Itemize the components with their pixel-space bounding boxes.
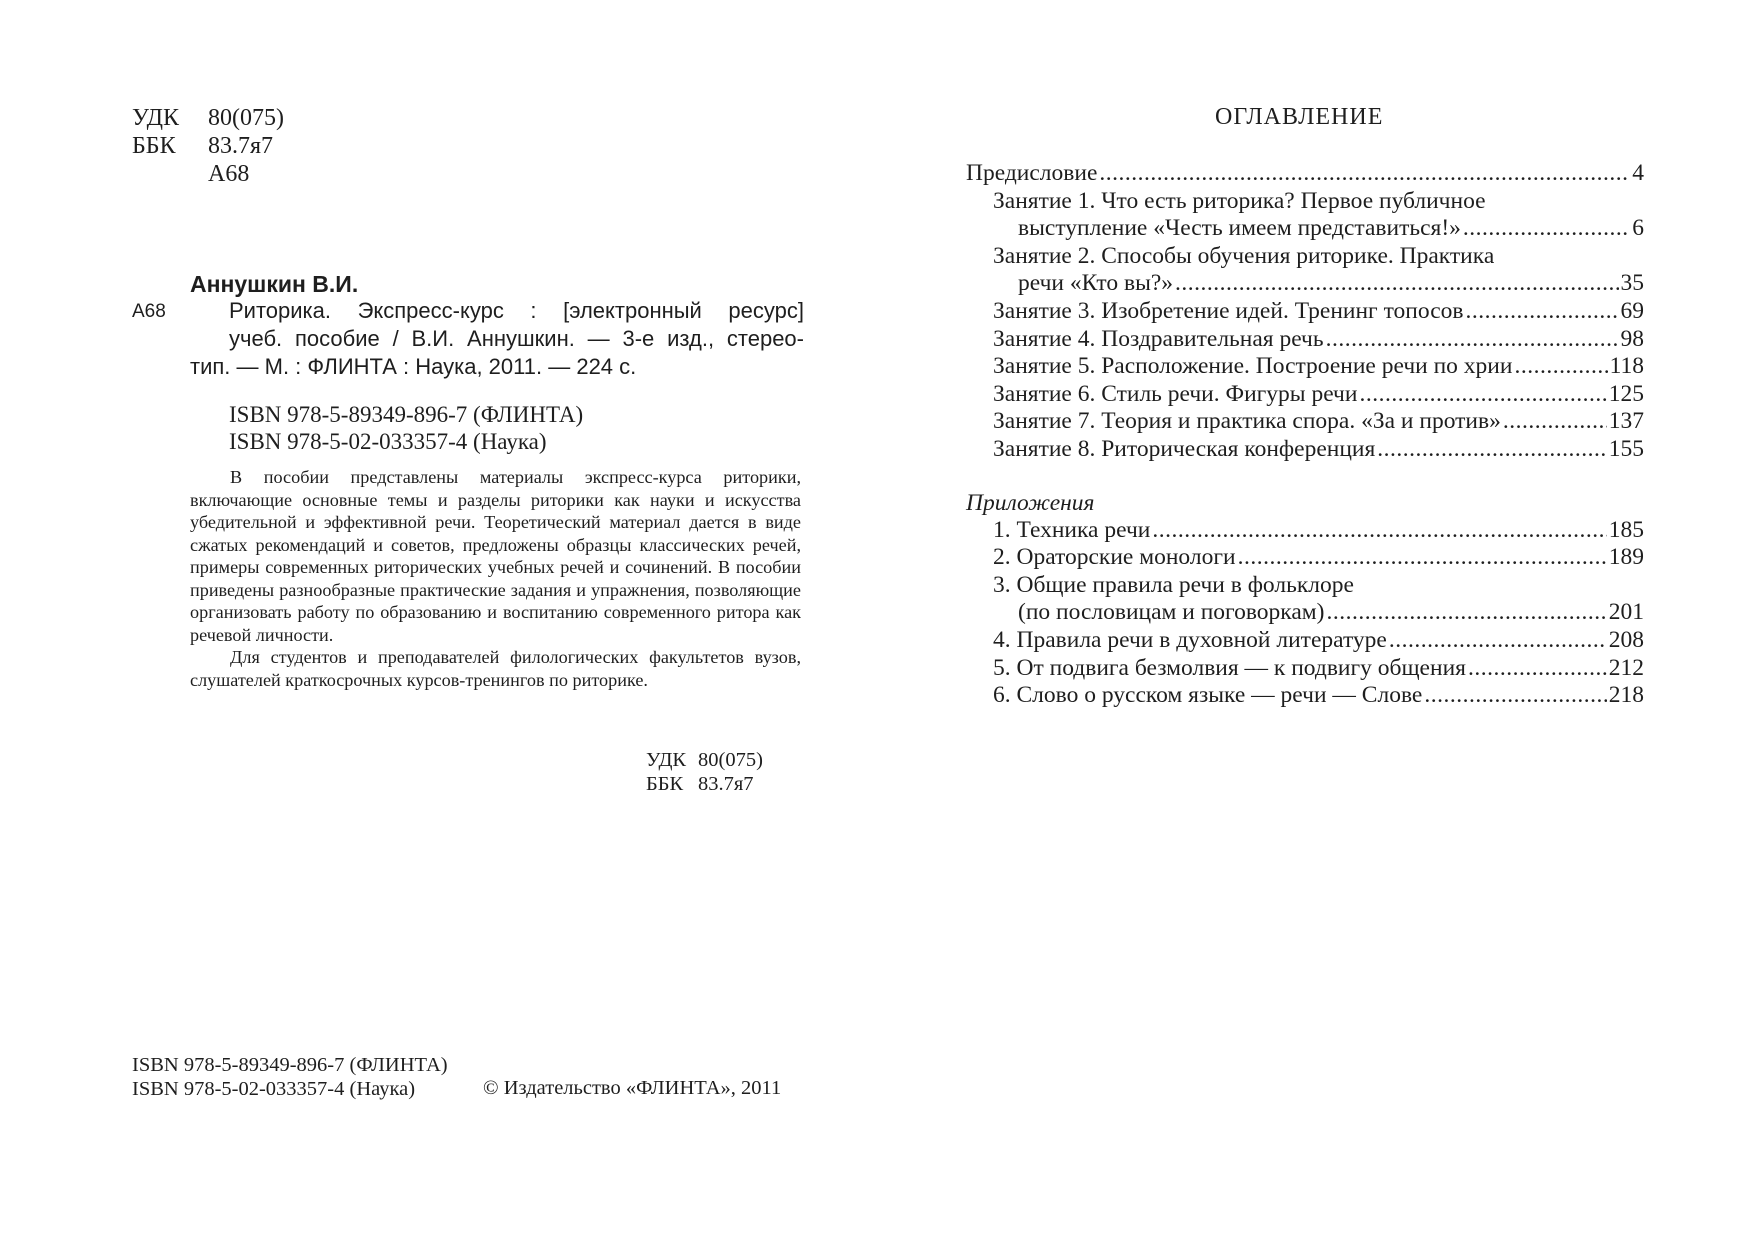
toc-entry-appendix-3-cont (966, 599, 1644, 627)
toc-leader (1238, 544, 1607, 572)
bottom-udc-label: УДК (646, 749, 687, 771)
toc-entry-appendix-4 (966, 627, 1644, 655)
bbk-label: ББК (132, 133, 176, 159)
annotation-paragraph-2: Для студентов и преподавателей филологических факультетов вузов, слушателей краткосрочных курсов-тренингов по риторике. (190, 647, 801, 690)
toc-entry-title: Занятие 1. Что есть риторика? Первое публичное (993, 187, 1486, 214)
toc-entry-title: Занятие 6. Стиль речи. Фигуры речи (993, 380, 1358, 407)
toc-page-number: 4 (1632, 160, 1644, 186)
toc-leader (1326, 599, 1606, 627)
bbk-line (132, 132, 352, 160)
toc-entry-title: 1. Техника речи (993, 516, 1151, 543)
toc-entry-appendix-1 (966, 517, 1644, 545)
toc-entry-lesson-7 (966, 408, 1644, 436)
toc-leader (1152, 517, 1606, 545)
toc-page-number: 208 (1608, 626, 1644, 653)
author-mark: А68 (132, 301, 166, 322)
toc-entry-title: 5. От подвига безмолвия — к подвигу общения (993, 654, 1466, 681)
bottom-bbk-label: ББК (646, 773, 684, 795)
bottom-udc-line (646, 748, 806, 772)
toc-leader (1514, 353, 1607, 381)
toc-entry-title: Занятие 3. Изобретение идей. Тренинг топосов (993, 297, 1464, 324)
toc-spacer (966, 464, 1644, 489)
toc-entry-appendix-5 (966, 655, 1644, 683)
toc-leader (1463, 215, 1630, 243)
toc-leader (1503, 408, 1607, 436)
toc-heading: ОГЛАВЛЕНИЕ (1215, 104, 1384, 130)
toc-leader (1465, 298, 1618, 326)
bottom-udc-code: 80(075) (698, 749, 763, 771)
toc-entry-title: 6. Слово о русском языке — речи — Слове (993, 682, 1423, 709)
toc-entry-title: 2. Ораторские монологи (993, 544, 1236, 571)
bottom-bbk-code: 83.7я7 (698, 773, 754, 795)
toc-page-number: 118 (1609, 353, 1644, 380)
toc-entry-title: Занятие 5. Расположение. Построение речи по хрии (993, 353, 1513, 380)
toc-page-number: 35 (1620, 270, 1644, 297)
toc-page-number: 155 (1608, 435, 1644, 462)
classification-block (132, 104, 352, 188)
toc-entry-lesson-2 (966, 243, 1644, 271)
toc-page-number: 69 (1620, 297, 1644, 324)
biblio-line-1: Риторика. Экспресс-курс : [электронный ресурс] (229, 298, 804, 323)
toc-entry-lesson-4 (966, 326, 1644, 354)
biblio-line-2: учеб. пособие / В.И. Аннушкин. — 3-е изд., стерео- (229, 326, 804, 351)
toc-page-number: 185 (1608, 516, 1644, 543)
toc-entry-title: 4. Правила речи в духовной литературе (993, 626, 1387, 653)
footer-isbn (132, 1053, 448, 1101)
isbn-nauka: ISBN 978-5-02-033357-4 (Наука) (229, 429, 547, 454)
toc-entry-lesson-5 (966, 353, 1644, 381)
toc-entry-preface (966, 160, 1644, 188)
toc-leader (1359, 381, 1606, 409)
toc-entry-continuation: речи «Кто вы?» (1018, 270, 1174, 297)
toc-leader (1389, 627, 1607, 655)
udc-label: УДК (132, 105, 179, 131)
udc-code: 80(075) (208, 105, 284, 131)
author-name: Аннушкин В.И. (190, 271, 359, 297)
toc-entry-title: Занятие 2. Способы обучения риторике. Практика (993, 242, 1495, 269)
toc-page-number: 6 (1632, 215, 1644, 242)
biblio-line-3: тип. — М. : ФЛИНТА : Наука, 2011. — 224 с. (190, 354, 637, 379)
toc-entry-lesson-6 (966, 381, 1644, 409)
toc-leader (1175, 270, 1618, 298)
footer-isbn-nauka: ISBN 978-5-02-033357-4 (Наука) (132, 1078, 416, 1100)
bibliographic-description (229, 297, 804, 353)
toc-entry-lesson-1-cont (966, 215, 1644, 243)
footer-isbn-flinta: ISBN 978-5-89349-896-7 (ФЛИНТА) (132, 1054, 448, 1076)
toc-page-number: 189 (1608, 544, 1644, 571)
toc-entry-lesson-1 (966, 188, 1644, 216)
toc-entry-title: 3. Общие правила речи в фольклоре (993, 571, 1354, 598)
toc-page-number: 212 (1608, 654, 1644, 681)
udc-line (132, 104, 352, 132)
toc-page-number: 201 (1608, 599, 1644, 626)
toc-page-number: 125 (1608, 380, 1644, 407)
toc-leader (1468, 655, 1607, 683)
isbn-flinta: ISBN 978-5-89349-896-7 (ФЛИНТА) (229, 402, 584, 427)
bottom-bbk-line (646, 772, 806, 796)
copyright: © Издательство «ФЛИНТА», 2011 (483, 1077, 782, 1099)
toc-leader (1099, 160, 1630, 188)
toc-page-number: 137 (1608, 408, 1644, 435)
author-code: А68 (208, 161, 250, 187)
toc-entry-continuation: (по пословицам и поговоркам) (1018, 599, 1325, 626)
table-of-contents (966, 160, 1644, 710)
toc-entry-lesson-8 (966, 436, 1644, 464)
toc-entry-lesson-3 (966, 298, 1644, 326)
toc-entry-title: Занятие 7. Теория и практика спора. «За и против» (993, 408, 1501, 435)
toc-entry-title: Занятие 8. Риторическая конференция (993, 435, 1376, 462)
toc-entry-lesson-2-cont (966, 270, 1644, 298)
bottom-classification (646, 748, 806, 796)
annotation (190, 466, 801, 691)
toc-leader (1424, 682, 1606, 710)
toc-entry-continuation: выступление «Честь имеем представиться!» (1018, 215, 1461, 242)
isbn-block (229, 401, 583, 455)
toc-page-number: 98 (1620, 325, 1644, 352)
annotation-paragraph-1: В пособии представлены материалы экспресс-курса риторики, включающие основные темы и разделы риторики как науки и искусства убедительной и эффективной речи. Теоретический материал дается в виде сжатых рекомендаций и советов, предложены образцы классических речей, примеры современных риторических учебных речей и сочинений. В пособии приведены разнообразные практические задания и упражнения, позволяющие организовать работу по образованию и воспитанию современного ритора как речевой личности. (190, 467, 801, 645)
toc-leader (1326, 326, 1619, 354)
toc-page-number: 218 (1608, 682, 1644, 709)
toc-entry-title: Предисловие (966, 160, 1098, 186)
toc-leader (1377, 436, 1606, 464)
toc-entry-title: Занятие 4. Поздравительная речь (993, 325, 1324, 352)
toc-entry-appendix-3 (966, 572, 1644, 600)
toc-entry-appendix-2 (966, 544, 1644, 572)
toc-entry-appendix-6 (966, 682, 1644, 710)
toc-appendix-heading: Приложения (966, 489, 1095, 516)
bbk-code: 83.7я7 (208, 133, 274, 159)
author-code-line (132, 160, 352, 188)
